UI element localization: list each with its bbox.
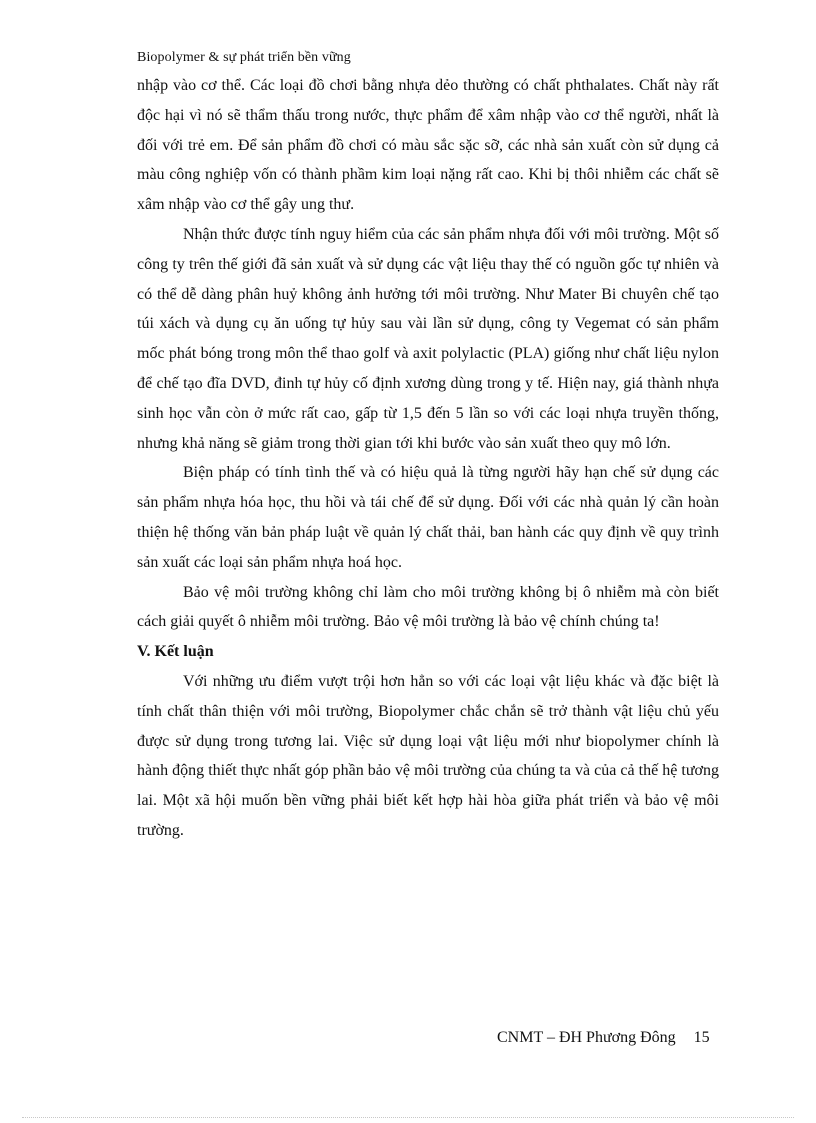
paragraph-measures: Biện pháp có tính tình thế và có hiệu quả là từng người hãy hạn chế sử dụng các sản phẩm nhựa hóa học, thu hồi và tái chế để sử dụng. Đối với các nhà quản lý cần hoàn thiện hệ thống văn bản pháp luật về quản lý chất thải, ban hành các quy định về quy trình sản xuất các loại sản phẩm nhựa hoá học. bbox=[137, 464, 719, 571]
footer-source: CNMT – ĐH Phương Đông bbox=[497, 1029, 676, 1046]
page-number: 15 bbox=[693, 1029, 710, 1046]
paragraph-conclusion: Với những ưu điểm vượt trội hơn hẳn so với các loại vật liệu khác và đặc biệt là tính chất thân thiện với môi trường, Biopolymer chắc chắn sẽ trở thành vật liệu chủ yếu được sử dụng trong tương lai. Việc sử dụng loại vật liệu mới như biopolymer chính là hành động thiết thực nhất góp phần bảo vệ môi trường của chúng ta và của cả thế hệ tương lai. Một xã hội muốn bền vững phải biết kết hợp hài hòa giữa phát triển và bảo vệ môi trường. bbox=[137, 672, 719, 839]
paragraph-continuation: nhập vào cơ thể. Các loại đồ chơi bằng nhựa dẻo thường có chất phthalates. Chất này rất độc hại vì nó sẽ thẩm thấu trong nước, thực phẩm để xâm nhập vào cơ thể người, nhất là đối với trẻ em. Để sản phẩm đồ chơi có màu sắc sặc sỡ, các nhà sản xuất còn sử dụng cả màu công nghiệp vốn có thành phầm kim loại nặng rất cao. Khi bị thôi nhiễm các chất sẽ xâm nhập vào cơ thể gây ung thư. bbox=[137, 77, 719, 214]
section-heading-conclusion: V. Kết luận bbox=[137, 643, 214, 661]
page-footer bbox=[497, 1029, 710, 1047]
running-header: Biopolymer & sự phát triển bền vững bbox=[137, 50, 351, 65]
paragraph-awareness: Nhận thức được tính nguy hiểm của các sản phẩm nhựa đối với môi trường. Một số công ty trên thế giới đã sản xuất và sử dụng các vật liệu thay thế có nguồn gốc tự nhiên và có thể dễ dàng phân huỷ không ảnh hưởng tới môi trường. Như Mater Bi chuyên chế tạo túi xách và dụng cụ ăn uống tự hủy sau vài lần sử dụng, công ty Vegemat có sản phẩm mốc phát bóng trong môn thể thao golf và axit polylactic (PLA) giống như chất liệu nylon để chế tạo đĩa DVD, đinh tự hủy cố định xương dùng trong y tế. Hiện nay, giá thành nhựa sinh học vẫn còn ở mức rất cao, gấp từ 1,5 đến 5 lần so với các loại nhựa truyền thống, nhưng khả năng sẽ giảm trong thời gian tới khi bước vào sản xuất theo quy mô lớn. bbox=[137, 225, 719, 452]
page-bottom-divider bbox=[22, 1117, 794, 1118]
paragraph-protection: Bảo vệ môi trường không chỉ làm cho môi trường không bị ô nhiễm mà còn biết cách giải quyết ô nhiễm môi trường. Bảo vệ môi trường là bảo vệ chính chúng ta! bbox=[137, 583, 719, 631]
body-text bbox=[137, 71, 719, 846]
